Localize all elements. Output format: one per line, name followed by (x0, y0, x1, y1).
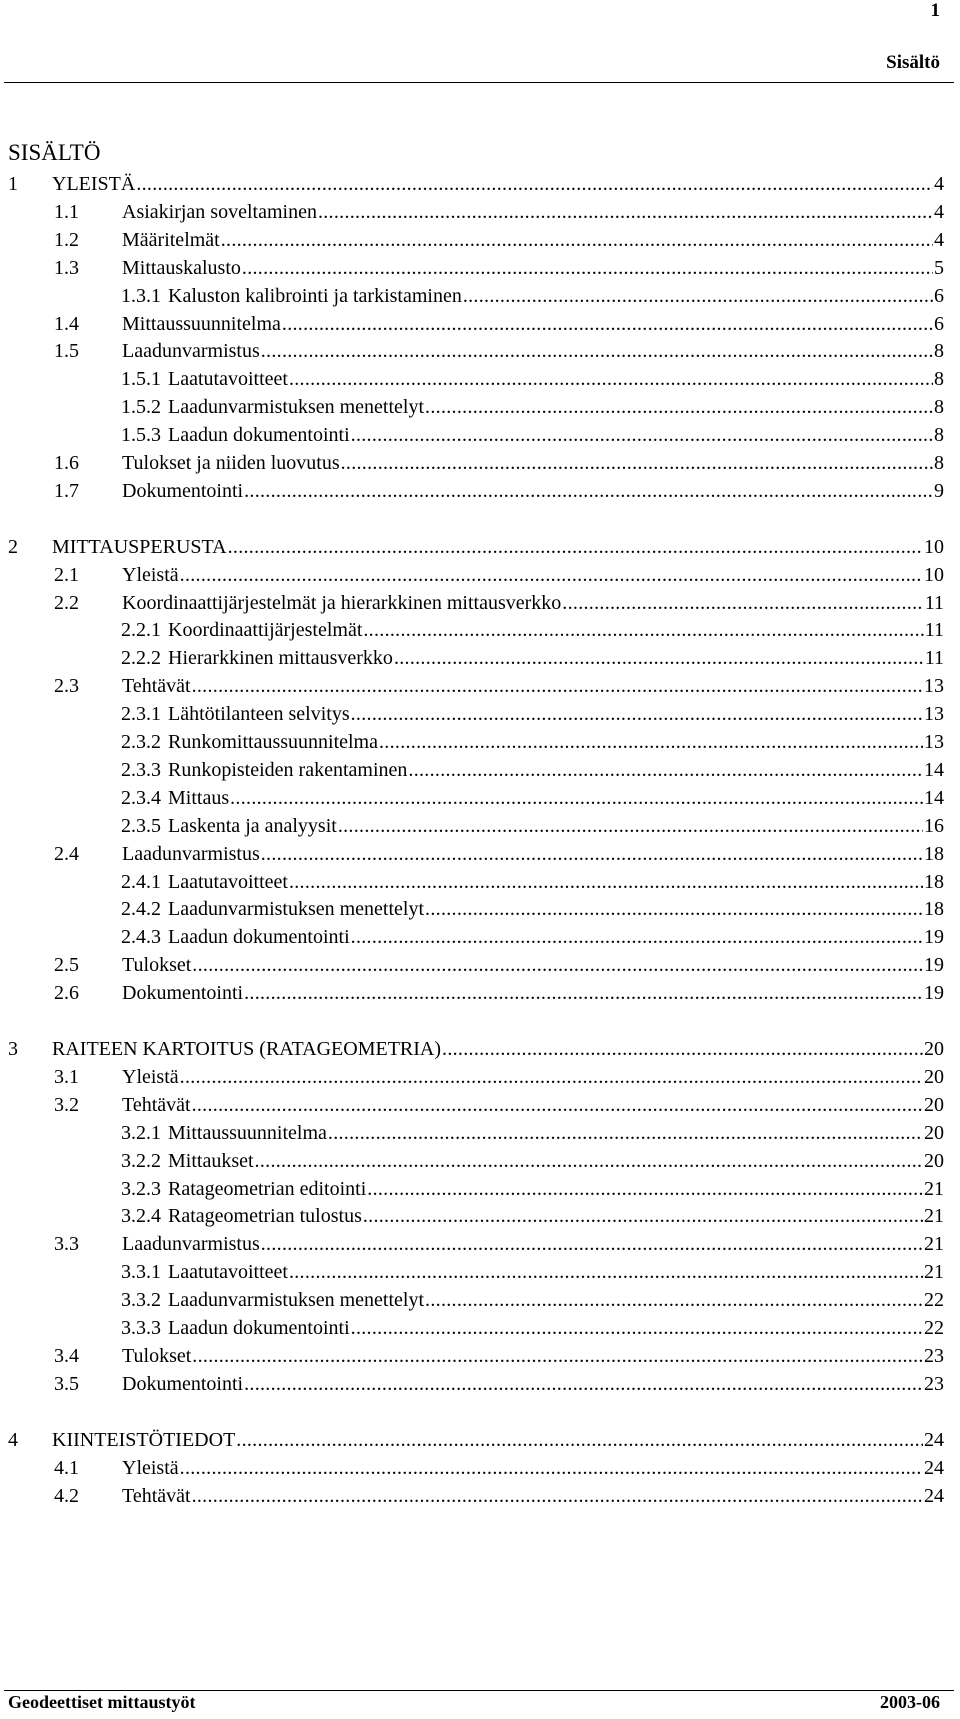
toc-entry-page: 18 (924, 898, 944, 920)
toc-entry-number: 4 (8, 1429, 18, 1451)
toc-entry-label: Laatutavoitteet (168, 871, 288, 893)
toc-entry-label: Yleistä (122, 1457, 179, 1479)
toc-dot-leader (192, 1342, 923, 1370)
toc-entry-label: Laadunvarmistus (122, 340, 260, 362)
toc-entry[interactable] (8, 533, 944, 561)
toc-dot-leader (328, 1119, 923, 1147)
toc-entry-page: 13 (924, 675, 944, 697)
toc-entry[interactable] (8, 979, 944, 1007)
toc-entry-page: 8 (934, 396, 944, 418)
toc-entry-page: 4 (934, 201, 944, 223)
toc-dot-leader (394, 644, 924, 672)
toc-entry-number: 1.2 (54, 229, 79, 251)
toc-entry[interactable] (8, 282, 944, 310)
toc-entry-label: Tehtävät (122, 675, 191, 697)
toc-dot-leader (180, 561, 923, 589)
toc-entry-page: 22 (924, 1317, 944, 1339)
toc-entry-label: Laatutavoitteet (168, 368, 288, 390)
toc-entry-number: 1.3.1 (121, 285, 161, 307)
toc-entry[interactable] (8, 226, 944, 254)
toc-entry-label: Laadunvarmistus (122, 1233, 260, 1255)
toc-dot-leader (425, 1286, 923, 1314)
toc-entry-page: 8 (934, 368, 944, 390)
toc-entry-label: Tulokset (122, 954, 192, 976)
toc-dot-leader (244, 979, 923, 1007)
toc-entry[interactable] (8, 1370, 944, 1398)
toc-entry-number: 1.5.1 (121, 368, 161, 390)
toc-entry[interactable] (8, 728, 944, 756)
toc-entry-number: 4.2 (54, 1485, 79, 1507)
toc-entry-label: Ratageometrian editointi (168, 1178, 367, 1200)
toc-dot-leader (282, 310, 933, 338)
toc-entry-label: Laadunvarmistuksen menettelyt (168, 898, 425, 920)
toc-entry-label: Laatutavoitteet (168, 1261, 288, 1283)
toc-entry-label: Mittaukset (168, 1150, 254, 1172)
toc-entry-page: 8 (934, 340, 944, 362)
toc-entry-page: 18 (924, 843, 944, 865)
toc-entry-number: 1.5 (54, 340, 79, 362)
toc-entry[interactable] (8, 1202, 944, 1230)
toc-dot-leader (236, 1426, 923, 1454)
toc-entry-page: 21 (924, 1233, 944, 1255)
toc-dot-leader (425, 393, 933, 421)
toc-entry[interactable] (8, 784, 944, 812)
toc-dot-leader (379, 728, 923, 756)
toc-entry[interactable] (8, 616, 944, 644)
toc-entry[interactable] (8, 700, 944, 728)
toc-entry-label: Dokumentointi (122, 982, 244, 1004)
toc-entry-label: Mittauskalusto (122, 257, 241, 279)
toc-entry-label: Lähtötilanteen selvitys (168, 703, 350, 725)
toc-entry-label: Tulokset ja niiden luovutus (122, 452, 340, 474)
toc-entry-label: Laadun dokumentointi (168, 1317, 350, 1339)
toc-entry[interactable] (8, 1286, 944, 1314)
toc-entry-label: Runkomittaussuunnitelma (168, 731, 378, 753)
toc-entry-page: 8 (934, 424, 944, 446)
toc-entry-number: 1.5.3 (121, 424, 161, 446)
toc-entry-number: 3.5 (54, 1373, 79, 1395)
toc-entry-label: Yleistä (122, 564, 179, 586)
toc-entry-label: Koordinaattijärjestelmät ja hierarkkinen mittausverkko (122, 592, 562, 614)
toc-title: SISÄLTÖ (8, 140, 101, 165)
toc-dot-leader (442, 1035, 923, 1063)
footer-rule (4, 1690, 954, 1691)
toc-entry[interactable] (8, 561, 944, 589)
toc-entry-label: Laadun dokumentointi (168, 926, 350, 948)
toc-dot-leader (408, 756, 923, 784)
toc-dot-leader (463, 282, 933, 310)
toc-entry[interactable] (8, 868, 944, 896)
toc-entry-label: Kaluston kalibrointi ja tarkistaminen (168, 285, 462, 307)
toc-dot-leader (289, 365, 933, 393)
toc-entry-number: 3.2.4 (121, 1205, 161, 1227)
toc-entry-number: 4.1 (54, 1457, 79, 1479)
toc-dot-leader (192, 1482, 923, 1510)
toc-entry-label: Hierarkkinen mittausverkko (168, 647, 393, 669)
toc-dot-leader (221, 226, 933, 254)
toc-entry[interactable] (8, 1063, 944, 1091)
toc-entry[interactable] (8, 310, 944, 338)
toc-entry-number: 2.4.2 (121, 898, 161, 920)
toc-entry[interactable] (8, 951, 944, 979)
toc-entry-label: Määritelmät (122, 229, 220, 251)
toc-entry-page: 10 (924, 536, 944, 558)
toc-entry-page: 11 (924, 619, 944, 641)
toc-entry-number: 2.2.1 (121, 619, 161, 641)
toc-entry-number: 2.3.2 (121, 731, 161, 753)
toc-entry[interactable] (8, 449, 944, 477)
toc-entry-number: 1.3 (54, 257, 79, 279)
toc-entry-page: 4 (934, 229, 944, 251)
toc-entry[interactable] (8, 644, 944, 672)
toc-entry-page: 20 (924, 1122, 944, 1144)
toc-entry-number: 2.1 (54, 564, 79, 586)
toc-entry-label: Runkopisteiden rakentaminen (168, 759, 408, 781)
toc-entry[interactable] (8, 812, 944, 840)
toc-entry-number: 3.3.1 (121, 1261, 161, 1283)
footer-date: 2003-06 (880, 1692, 940, 1712)
toc-dot-leader (562, 589, 923, 617)
toc-entry-label: Yleistä (122, 1066, 179, 1088)
toc-entry[interactable] (8, 1091, 944, 1119)
toc-entry-number: 2.4 (54, 843, 79, 865)
toc-entry[interactable] (8, 170, 944, 198)
toc-entry[interactable] (8, 1426, 944, 1454)
toc-dot-leader (244, 1370, 923, 1398)
toc-entry-label: Laadunvarmistuksen menettelyt (168, 396, 425, 418)
toc-entry[interactable] (8, 365, 944, 393)
toc-entry-label: Dokumentointi (122, 1373, 244, 1395)
toc-entry[interactable] (8, 477, 944, 505)
toc-entry-number: 1 (8, 173, 18, 195)
footer-document-title: Geodeettiset mittaustyöt (8, 1692, 196, 1712)
toc-entry-page: 11 (924, 592, 944, 614)
toc-entry-page: 5 (934, 257, 944, 279)
toc-entry-page: 18 (924, 871, 944, 893)
toc-entry-page: 19 (924, 954, 944, 976)
toc-entry[interactable] (8, 1482, 944, 1510)
toc-dot-leader (318, 198, 933, 226)
toc-entry-number: 2.4.3 (121, 926, 161, 948)
toc-dot-leader (180, 1063, 923, 1091)
toc-entry-page: 6 (934, 313, 944, 335)
toc-entry-number: 3.1 (54, 1066, 79, 1088)
toc-entry-page: 23 (924, 1345, 944, 1367)
toc-dot-leader (244, 477, 933, 505)
toc-entry-page: 21 (924, 1261, 944, 1283)
toc-dot-leader (242, 254, 933, 282)
toc-dot-leader (192, 1091, 923, 1119)
toc-entry-number: 2.3.4 (121, 787, 161, 809)
toc-entry[interactable] (8, 895, 944, 923)
toc-dot-leader (351, 421, 933, 449)
toc-dot-leader (255, 1147, 923, 1175)
toc-entry[interactable] (8, 589, 944, 617)
toc-entry-page: 19 (924, 982, 944, 1004)
toc-entry-label: Asiakirjan soveltaminen (122, 201, 317, 223)
toc-dot-leader (425, 895, 923, 923)
toc-dot-leader (261, 840, 923, 868)
toc-entry-page: 13 (924, 703, 944, 725)
toc-entry-page: 14 (924, 787, 944, 809)
toc-entry[interactable] (8, 337, 944, 365)
toc-dot-leader (351, 923, 923, 951)
toc-entry-number: 1.4 (54, 313, 79, 335)
toc-entry-label: Laadunvarmistus (122, 843, 260, 865)
toc-entry-page: 24 (924, 1457, 944, 1479)
toc-dot-leader (367, 1175, 923, 1203)
toc-dot-leader (261, 1230, 923, 1258)
toc-entry-label: Mittaus (168, 787, 230, 809)
toc-entry-number: 3 (8, 1038, 18, 1060)
toc-entry[interactable] (8, 1147, 944, 1175)
toc-dot-leader (136, 170, 933, 198)
running-header-section: Sisältö (886, 52, 940, 73)
toc-entry-page: 19 (924, 926, 944, 948)
toc-entry-number: 2.2.2 (121, 647, 161, 669)
toc-entry-label: YLEISTÄ (52, 173, 136, 195)
toc-entry[interactable] (8, 1314, 944, 1342)
toc-entry[interactable] (8, 1175, 944, 1203)
toc-dot-leader (351, 1314, 923, 1342)
toc-entry[interactable] (8, 254, 944, 282)
toc-entry-label: Ratageometrian tulostus (168, 1205, 362, 1227)
toc-entry-number: 3.2.1 (121, 1122, 161, 1144)
toc-entry[interactable] (8, 198, 944, 226)
toc-dot-leader (338, 812, 923, 840)
toc-entry[interactable] (8, 1035, 944, 1063)
toc-entry-number: 3.2.3 (121, 1178, 161, 1200)
toc-entry-label: Tehtävät (122, 1094, 191, 1116)
toc-entry-number: 1.6 (54, 452, 79, 474)
toc-entry-page: 22 (924, 1289, 944, 1311)
toc-entry[interactable] (8, 1230, 944, 1258)
toc-dot-leader (192, 672, 923, 700)
toc-entry-number: 2.3 (54, 675, 79, 697)
toc-entry-number: 2 (8, 536, 18, 558)
toc-entry-page: 20 (924, 1094, 944, 1116)
toc-entry-page: 20 (924, 1066, 944, 1088)
toc-entry-number: 3.2.2 (121, 1150, 161, 1172)
toc-entry-label: Laskenta ja analyysit (168, 815, 337, 837)
toc-entry[interactable] (8, 421, 944, 449)
toc-dot-leader (192, 951, 923, 979)
toc-entry-number: 2.6 (54, 982, 79, 1004)
toc-dot-leader (341, 449, 933, 477)
toc-entry-number: 1.7 (54, 480, 79, 502)
toc-dot-leader (261, 337, 933, 365)
toc-dot-leader (289, 868, 923, 896)
toc-dot-leader (363, 616, 923, 644)
toc-entry-page: 9 (934, 480, 944, 502)
toc-entry-page: 11 (924, 647, 944, 669)
toc-dot-leader (351, 700, 923, 728)
toc-entry-page: 23 (924, 1373, 944, 1395)
toc-entry-page: 20 (924, 1038, 944, 1060)
toc-entry-label: Laadun dokumentointi (168, 424, 350, 446)
toc-entry-label: Koordinaattijärjestelmät (168, 619, 363, 641)
toc-entry-page: 20 (924, 1150, 944, 1172)
toc-dot-leader (230, 784, 923, 812)
toc-entry-number: 2.3.5 (121, 815, 161, 837)
toc-entry-number: 1.5.2 (121, 396, 161, 418)
toc-entry-page: 21 (924, 1178, 944, 1200)
toc-entry-page: 24 (924, 1429, 944, 1451)
toc-entry-label: Dokumentointi (122, 480, 244, 502)
toc-dot-leader (289, 1258, 923, 1286)
toc-entry-label: Tehtävät (122, 1485, 191, 1507)
toc-entry[interactable] (8, 840, 944, 868)
toc-entry-label: MITTAUSPERUSTA (52, 536, 227, 558)
toc-dot-leader (180, 1454, 923, 1482)
toc-entry[interactable] (8, 1119, 944, 1147)
toc-entry[interactable] (8, 1342, 944, 1370)
toc-entry-number: 3.3 (54, 1233, 79, 1255)
toc-entry-page: 8 (934, 452, 944, 474)
toc-entry-label: Mittaussuunnitelma (122, 313, 281, 335)
toc-entry-number: 1.1 (54, 201, 79, 223)
toc-entry-number: 2.4.1 (121, 871, 161, 893)
toc-entry-number: 3.3.2 (121, 1289, 161, 1311)
toc-entry-page: 10 (924, 564, 944, 586)
toc-entry-label: RAITEEN KARTOITUS (RATAGEOMETRIA) (52, 1038, 442, 1060)
toc-entry-number: 2.3.1 (121, 703, 161, 725)
toc-entry-page: 16 (924, 815, 944, 837)
toc-entry-page: 21 (924, 1205, 944, 1227)
toc-dot-leader (228, 533, 923, 561)
toc-entry-page: 6 (934, 285, 944, 307)
toc-entry-label: Laadunvarmistuksen menettelyt (168, 1289, 425, 1311)
toc-entry[interactable] (8, 756, 944, 784)
toc-entry-number: 2.2 (54, 592, 79, 614)
toc-entry[interactable] (8, 672, 944, 700)
toc-entry[interactable] (8, 923, 944, 951)
toc-entry-page: 14 (924, 759, 944, 781)
toc-entry-number: 3.2 (54, 1094, 79, 1116)
toc-entry-page: 13 (924, 731, 944, 753)
toc-entry[interactable] (8, 393, 944, 421)
toc-entry-page: 24 (924, 1485, 944, 1507)
page-number: 1 (930, 0, 940, 21)
toc-entry-number: 3.4 (54, 1345, 79, 1367)
toc-dot-leader (363, 1202, 923, 1230)
header-rule (4, 82, 954, 83)
toc-entry[interactable] (8, 1454, 944, 1482)
toc-entry-number: 2.3.3 (121, 759, 161, 781)
toc-entry-label: Tulokset (122, 1345, 192, 1367)
toc-entry-label: Mittaussuunnitelma (168, 1122, 327, 1144)
toc-entry[interactable] (8, 1258, 944, 1286)
toc-entry-label: KIINTEISTÖTIEDOT (52, 1429, 236, 1451)
toc-entry-number: 3.3.3 (121, 1317, 161, 1339)
toc-entry-number: 2.5 (54, 954, 79, 976)
toc-entry-page: 4 (934, 173, 944, 195)
